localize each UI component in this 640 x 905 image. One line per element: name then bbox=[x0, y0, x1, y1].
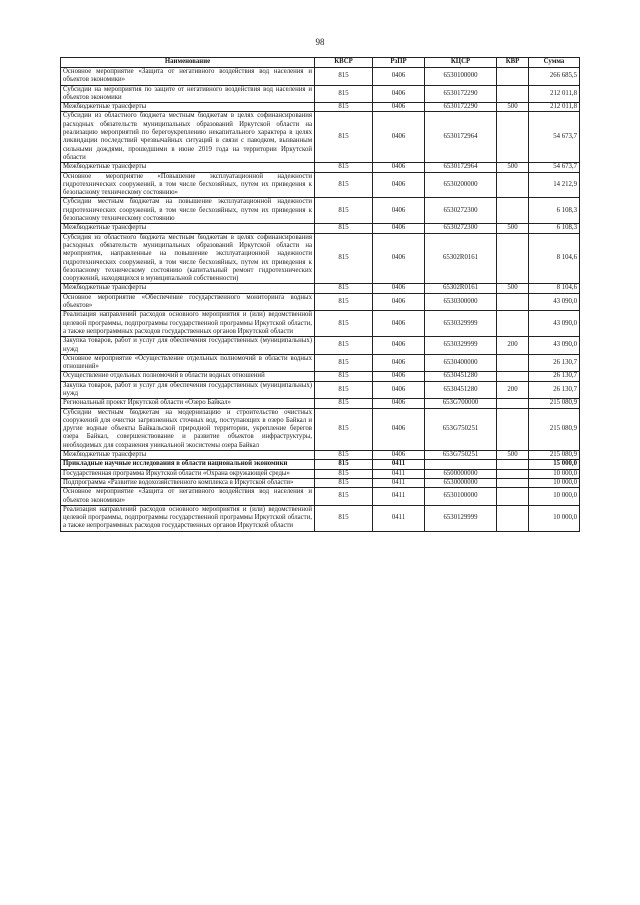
cell-name: Межбюджетные трансферты bbox=[61, 103, 315, 112]
cell-kvr bbox=[497, 488, 529, 506]
table-row bbox=[61, 233, 580, 284]
cell-kvr: 500 bbox=[497, 163, 529, 172]
cell-kvr bbox=[497, 469, 529, 478]
header-kvr: КВР bbox=[497, 58, 529, 68]
cell-kvr bbox=[497, 293, 529, 311]
cell-sum: 43 090,0 bbox=[529, 293, 580, 311]
cell-kvr bbox=[497, 198, 529, 224]
cell-sum: 10 000,0 bbox=[529, 505, 580, 531]
cell-kcsr: 6530329999 bbox=[425, 311, 497, 337]
table-row bbox=[61, 381, 580, 399]
cell-kvsr: 815 bbox=[315, 224, 373, 233]
cell-kcsr: 653G750251 bbox=[425, 408, 497, 450]
cell-kvsr: 815 bbox=[315, 198, 373, 224]
cell-rzpr: 0406 bbox=[373, 163, 425, 172]
cell-name: Субсидия из областного бюджета местным бюджетам в целях софинансирования расходных обязательств муниципальных образований Иркутской области на мероприятия, направленные на повышение эксплуатационной надежности гидротехнических сооружений, в том числе бесхозяйных, путем их приведения к безопасному техническому состоянию (капитальный ремонт гидротехнических сооружений, находящихся в муниципальной собственности) bbox=[61, 233, 315, 284]
cell-kvsr: 815 bbox=[315, 112, 373, 163]
cell-kvsr: 815 bbox=[315, 163, 373, 172]
cell-kvr bbox=[497, 478, 529, 487]
cell-kcsr: 6530172290 bbox=[425, 103, 497, 112]
cell-kcsr: 6530400000 bbox=[425, 354, 497, 372]
cell-sum: 26 130,7 bbox=[529, 354, 580, 372]
cell-kvr: 500 bbox=[497, 103, 529, 112]
cell-kcsr bbox=[425, 460, 497, 469]
table-row bbox=[61, 85, 580, 103]
cell-rzpr: 0406 bbox=[373, 233, 425, 284]
cell-kvsr: 815 bbox=[315, 469, 373, 478]
table-row bbox=[61, 198, 580, 224]
cell-sum: 10 000,0 bbox=[529, 469, 580, 478]
cell-rzpr: 0406 bbox=[373, 399, 425, 408]
cell-kvr: 500 bbox=[497, 224, 529, 233]
cell-sum: 8 104,6 bbox=[529, 284, 580, 293]
cell-kvsr: 815 bbox=[315, 399, 373, 408]
cell-kcsr: 6530000000 bbox=[425, 478, 497, 487]
table-row bbox=[61, 337, 580, 355]
cell-name: Прикладные научные исследования в области национальной экономики bbox=[61, 460, 315, 469]
cell-kvr bbox=[497, 311, 529, 337]
cell-kcsr: 65302R0161 bbox=[425, 233, 497, 284]
cell-kvr bbox=[497, 399, 529, 408]
cell-rzpr: 0406 bbox=[373, 85, 425, 103]
cell-kvsr: 815 bbox=[315, 103, 373, 112]
table-row bbox=[61, 451, 580, 460]
cell-kvsr: 815 bbox=[315, 451, 373, 460]
cell-kcsr: 65302R0161 bbox=[425, 284, 497, 293]
cell-rzpr: 0406 bbox=[373, 172, 425, 198]
cell-kvr bbox=[497, 172, 529, 198]
cell-name: Региональный проект Иркутской области «Озеро Байкал» bbox=[61, 399, 315, 408]
cell-kvsr: 815 bbox=[315, 85, 373, 103]
header-kcsr: КЦСР bbox=[425, 58, 497, 68]
cell-kcsr: 6530100000 bbox=[425, 488, 497, 506]
table-row bbox=[61, 488, 580, 506]
cell-name: Основное мероприятие «Защита от негативного воздействия вод населения и объектов экономики» bbox=[61, 68, 315, 86]
cell-rzpr: 0411 bbox=[373, 505, 425, 531]
cell-kcsr: 6530100000 bbox=[425, 68, 497, 86]
table-header-row bbox=[61, 58, 580, 68]
cell-rzpr: 0406 bbox=[373, 337, 425, 355]
cell-rzpr: 0406 bbox=[373, 372, 425, 381]
cell-kvsr: 815 bbox=[315, 293, 373, 311]
cell-name: Межбюджетные трансферты bbox=[61, 224, 315, 233]
cell-rzpr: 0406 bbox=[373, 408, 425, 450]
cell-sum: 14 212,9 bbox=[529, 172, 580, 198]
table-row bbox=[61, 408, 580, 450]
cell-sum: 54 673,7 bbox=[529, 163, 580, 172]
cell-kvsr: 815 bbox=[315, 460, 373, 469]
cell-kvsr: 815 bbox=[315, 311, 373, 337]
cell-kvr bbox=[497, 112, 529, 163]
cell-name: Субсидии из областного бюджета местным бюджетам в целях софинансирования расходных обязательств муниципальных образований Иркутской области на реализацию мероприятий по берегоукреплению некапитального характера в целях ликвидации последствий чрезвычайных ситуаций в связи с паводком, вызванным сильными дождями, прошедшими в июне 2019 года на территории Иркутской области bbox=[61, 112, 315, 163]
table-row bbox=[61, 163, 580, 172]
table-row bbox=[61, 103, 580, 112]
cell-rzpr: 0411 bbox=[373, 460, 425, 469]
cell-kcsr: 653G700000 bbox=[425, 399, 497, 408]
cell-kvr: 200 bbox=[497, 337, 529, 355]
cell-rzpr: 0406 bbox=[373, 354, 425, 372]
cell-kvr: 200 bbox=[497, 381, 529, 399]
cell-rzpr: 0411 bbox=[373, 469, 425, 478]
cell-kvsr: 815 bbox=[315, 381, 373, 399]
cell-rzpr: 0411 bbox=[373, 488, 425, 506]
cell-name: Закупка товаров, работ и услуг для обеспечения государственных (муниципальных) нужд bbox=[61, 381, 315, 399]
table-row bbox=[61, 354, 580, 372]
table-row bbox=[61, 68, 580, 86]
cell-kvr bbox=[497, 408, 529, 450]
cell-sum: 212 011,8 bbox=[529, 103, 580, 112]
cell-name: Субсидии местным бюджетам на модернизацию и строительство очистных сооружений для очистки загрязненных сточных вод, поступающих в озеро Байкал и другие водные объекты Байкальской природной территории, укрепление берегов озера Байкал, совершенствование и развитие объектов инфраструктуры, необходимых для сохранения уникальной экосистемы озера Байкал bbox=[61, 408, 315, 450]
cell-sum: 15 000,0 bbox=[529, 460, 580, 469]
cell-sum: 54 673,7 bbox=[529, 112, 580, 163]
cell-rzpr: 0406 bbox=[373, 103, 425, 112]
cell-name: Подпрограмма «Развитие водохозяйственного комплекса в Иркутской области» bbox=[61, 478, 315, 487]
page-number: 98 bbox=[315, 37, 325, 47]
cell-rzpr: 0406 bbox=[373, 112, 425, 163]
cell-kvsr: 815 bbox=[315, 488, 373, 506]
header-name: Наименование bbox=[61, 58, 315, 68]
cell-name: Основное мероприятие «Обеспечение государственного мониторинга водных объектов» bbox=[61, 293, 315, 311]
table-row bbox=[61, 460, 580, 469]
cell-sum: 215 080,9 bbox=[529, 408, 580, 450]
header-rzpr: РзПР bbox=[373, 58, 425, 68]
cell-rzpr: 0406 bbox=[373, 68, 425, 86]
table-row bbox=[61, 372, 580, 381]
cell-kvr bbox=[497, 354, 529, 372]
cell-kvr bbox=[497, 372, 529, 381]
cell-sum: 26 130,7 bbox=[529, 381, 580, 399]
cell-rzpr: 0406 bbox=[373, 224, 425, 233]
cell-kcsr: 653G750251 bbox=[425, 451, 497, 460]
cell-kvsr: 815 bbox=[315, 68, 373, 86]
cell-name: Закупка товаров, работ и услуг для обеспечения государственных (муниципальных) нужд bbox=[61, 337, 315, 355]
cell-name: Осуществление отдельных полномочий в области водных отношений bbox=[61, 372, 315, 381]
cell-name: Реализация направлений расходов основного мероприятия и (или) ведомственной целевой программы, подпрограммы государственной программы Иркутской области, а также непрограммных расходов государственных органов Иркутской области bbox=[61, 505, 315, 531]
cell-kvr bbox=[497, 460, 529, 469]
cell-sum: 43 090,0 bbox=[529, 311, 580, 337]
table-row bbox=[61, 284, 580, 293]
cell-kvsr: 815 bbox=[315, 505, 373, 531]
table-row bbox=[61, 399, 580, 408]
cell-sum: 266 685,5 bbox=[529, 68, 580, 86]
cell-kvsr: 815 bbox=[315, 172, 373, 198]
cell-sum: 26 130,7 bbox=[529, 372, 580, 381]
cell-name: Реализация направлений расходов основного мероприятия и (или) ведомственной целевой программы, подпрограммы государственной программы Иркутской области, а также непрограммных расходов государственных органов Иркутской области bbox=[61, 311, 315, 337]
cell-name: Межбюджетные трансферты bbox=[61, 284, 315, 293]
cell-kcsr: 6530300000 bbox=[425, 293, 497, 311]
cell-kcsr: 6530329999 bbox=[425, 337, 497, 355]
header-sum: Сумма bbox=[529, 58, 580, 68]
table-row bbox=[61, 505, 580, 531]
cell-sum: 8 104,6 bbox=[529, 233, 580, 284]
cell-kcsr: 6500000000 bbox=[425, 469, 497, 478]
cell-kvsr: 815 bbox=[315, 354, 373, 372]
cell-kcsr: 6530272300 bbox=[425, 198, 497, 224]
cell-rzpr: 0406 bbox=[373, 451, 425, 460]
cell-kvr: 500 bbox=[497, 284, 529, 293]
cell-name: Основное мероприятие «Осуществление отдельных полномочий в области водных отношений» bbox=[61, 354, 315, 372]
cell-rzpr: 0406 bbox=[373, 198, 425, 224]
cell-rzpr: 0406 bbox=[373, 381, 425, 399]
cell-name: Межбюджетные трансферты bbox=[61, 451, 315, 460]
cell-name: Субсидии на мероприятия по защите от негативного воздействия вод населения и объектов экономики bbox=[61, 85, 315, 103]
cell-kvsr: 815 bbox=[315, 372, 373, 381]
cell-name: Межбюджетные трансферты bbox=[61, 163, 315, 172]
header-kvsr: КВСР bbox=[315, 58, 373, 68]
cell-rzpr: 0406 bbox=[373, 284, 425, 293]
cell-kvsr: 815 bbox=[315, 337, 373, 355]
cell-rzpr: 0406 bbox=[373, 311, 425, 337]
cell-kvsr: 815 bbox=[315, 478, 373, 487]
cell-sum: 212 011,8 bbox=[529, 85, 580, 103]
cell-kcsr: 6530129999 bbox=[425, 505, 497, 531]
cell-kcsr: 6530451280 bbox=[425, 381, 497, 399]
cell-kcsr: 6530272300 bbox=[425, 224, 497, 233]
cell-kvsr: 815 bbox=[315, 284, 373, 293]
cell-rzpr: 0411 bbox=[373, 478, 425, 487]
budget-table bbox=[60, 57, 580, 532]
cell-sum: 215 080,9 bbox=[529, 451, 580, 460]
cell-name: Основное мероприятие «Защита от негативного воздействия вод населения и объектов экономики» bbox=[61, 488, 315, 506]
cell-kvr bbox=[497, 505, 529, 531]
cell-sum: 43 090,0 bbox=[529, 337, 580, 355]
table-row bbox=[61, 172, 580, 198]
cell-kvr: 500 bbox=[497, 451, 529, 460]
table-row bbox=[61, 311, 580, 337]
table-row bbox=[61, 224, 580, 233]
cell-name: Государственная программа Иркутской области «Охрана окружающей среды» bbox=[61, 469, 315, 478]
cell-sum: 10 000,0 bbox=[529, 478, 580, 487]
table-row bbox=[61, 478, 580, 487]
table-row bbox=[61, 469, 580, 478]
cell-sum: 215 080,9 bbox=[529, 399, 580, 408]
cell-kvsr: 815 bbox=[315, 408, 373, 450]
cell-kcsr: 6530172290 bbox=[425, 85, 497, 103]
cell-kvr bbox=[497, 85, 529, 103]
table-row bbox=[61, 112, 580, 163]
cell-name: Основное мероприятие «Повышение эксплуатационной надежности гидротехнических сооружений, в том числе бесхозяйных, путем их приведения к безопасному техническому состоянию» bbox=[61, 172, 315, 198]
cell-sum: 10 000,0 bbox=[529, 488, 580, 506]
table-body bbox=[61, 68, 580, 532]
cell-kcsr: 6530172964 bbox=[425, 112, 497, 163]
cell-kvsr: 815 bbox=[315, 233, 373, 284]
cell-kcsr: 6530200000 bbox=[425, 172, 497, 198]
cell-rzpr: 0406 bbox=[373, 293, 425, 311]
cell-name: Субсидии местным бюджетам на повышение эксплуатационной надежности гидротехнических сооружений, в том числе бесхозяйных, путем их приведения к безопасному техническому состоянию bbox=[61, 198, 315, 224]
cell-kvr bbox=[497, 68, 529, 86]
cell-sum: 6 108,3 bbox=[529, 198, 580, 224]
cell-kvr bbox=[497, 233, 529, 284]
cell-sum: 6 108,3 bbox=[529, 224, 580, 233]
table-row bbox=[61, 293, 580, 311]
cell-kcsr: 6530172964 bbox=[425, 163, 497, 172]
cell-kcsr: 6530451280 bbox=[425, 372, 497, 381]
